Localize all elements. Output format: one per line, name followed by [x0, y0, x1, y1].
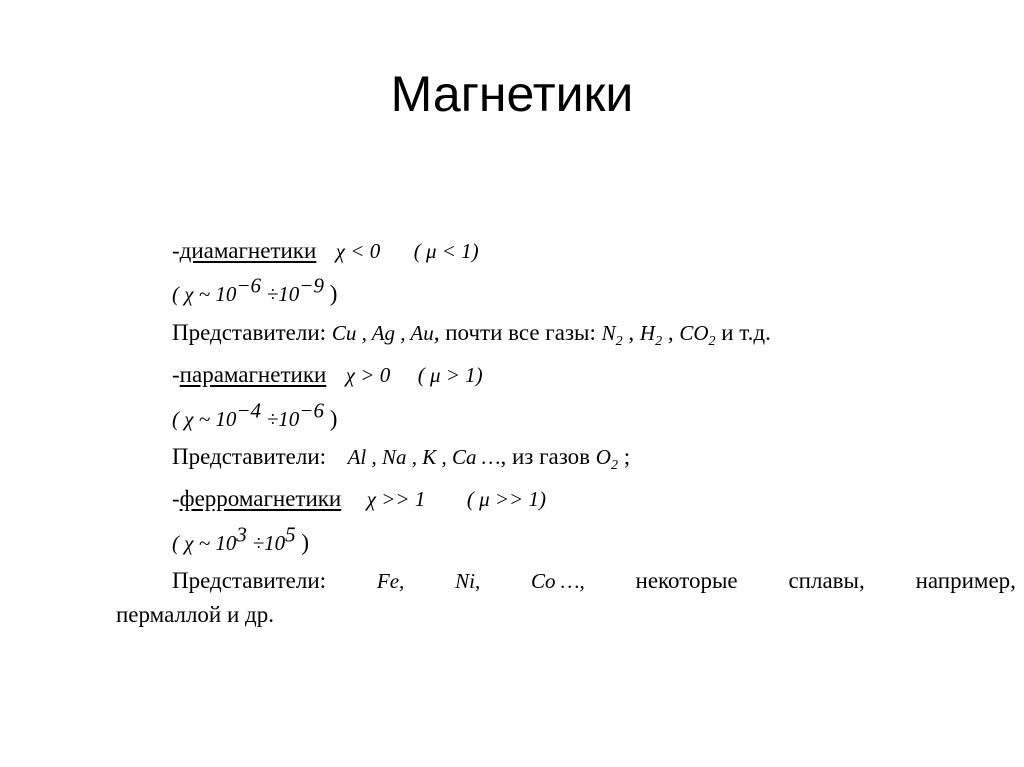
ferro-reps-line2: пермаллой и др.: [116, 602, 275, 627]
ferro-range-end: ): [301, 530, 310, 555]
para-reps-line: [172, 442, 630, 472]
ferro-range-base: ( χ ~ 10: [172, 531, 237, 555]
dia-reps-line: Представители: Cu , Ag , Au, почти все газы: $N_2$ , $H_2$ , $CO_2$ и т.д.: [172, 320, 771, 350]
ferro-word-3: например,: [915, 568, 1016, 593]
ferro-reps-label: Представители:: [172, 568, 327, 593]
dia-mu-condition: ( μ < 1): [413, 239, 479, 263]
ferro-header-line: -ферромагнетики χ >> 1 ( μ >> 1): [172, 486, 546, 511]
dia-chi-condition: χ < 0: [335, 239, 381, 263]
dia-reps: Cu , Ag , Au: [331, 321, 434, 345]
dia-reps-text: , почти все газы:: [433, 320, 596, 345]
ferro-reps-paragraph: [116, 564, 1016, 632]
ferro-chi-condition: χ >> 1: [366, 487, 426, 511]
para-range-line: [172, 398, 338, 434]
dia-range-mid: ÷10: [266, 282, 300, 306]
para-reps-label: Представители:: [172, 444, 327, 469]
para-header-line: -парамагнетики χ > 0 ( μ > 1): [172, 362, 483, 387]
dia-gas-h2: $H_2$: [639, 321, 663, 350]
para-range-end: ): [329, 406, 338, 431]
ferro-range-mid: ÷10: [252, 531, 286, 555]
ferro-rep-fe: Fe,: [376, 569, 405, 593]
slide-title: Магнетики: [390, 66, 634, 122]
ferro-mu-condition: ( μ >> 1): [466, 487, 546, 511]
dia-range-exp2: −9: [299, 273, 324, 298]
dia-range-base: ( χ ~ 10: [172, 282, 237, 306]
dia-reps-label: Представители:: [172, 320, 327, 345]
dia-gas-co2: $CO_2$: [679, 321, 716, 350]
para-range-mid: ÷10: [266, 407, 300, 431]
para-reps: Al , Na , K , Ca …: [347, 445, 501, 469]
para-range-base: ( χ ~ 10: [172, 407, 237, 431]
ferro-word-1: некоторые: [635, 568, 738, 593]
dia-range-exp1: −6: [236, 273, 262, 298]
para-reps-text: , из газов: [500, 444, 591, 469]
para-label: парамагнетики: [179, 362, 327, 387]
dia-header-line: -диамагнетики χ < 0 ( μ < 1): [172, 238, 479, 263]
ferro-label: ферромагнетики: [179, 486, 342, 511]
para-range-exp1: −4: [236, 398, 262, 423]
para-tail: ;: [623, 444, 631, 469]
ferro-range-line: [172, 522, 310, 558]
ferro-rep-co: Co …,: [531, 569, 585, 593]
para-chi-condition: χ > 0: [345, 363, 391, 387]
ferro-rep-ni: Ni,: [455, 569, 481, 593]
para-range-exp2: −6: [299, 398, 324, 423]
dia-range-end: ): [329, 281, 338, 306]
dia-label: диамагнетики: [179, 238, 317, 263]
ferro-range-exp1: 3: [236, 522, 247, 547]
para-mu-condition: ( μ > 1): [417, 363, 483, 387]
para-gas-o2: $O_2$: [595, 445, 618, 474]
ferro-reps-row: [116, 564, 1016, 598]
dia-tail: и т.д.: [721, 320, 771, 345]
dia-range-line: [172, 273, 338, 309]
ferro-range-exp2: 5: [285, 522, 296, 547]
ferro-word-2: сплавы,: [788, 568, 865, 593]
dia-gas-n2: $N_2$: [601, 321, 623, 350]
